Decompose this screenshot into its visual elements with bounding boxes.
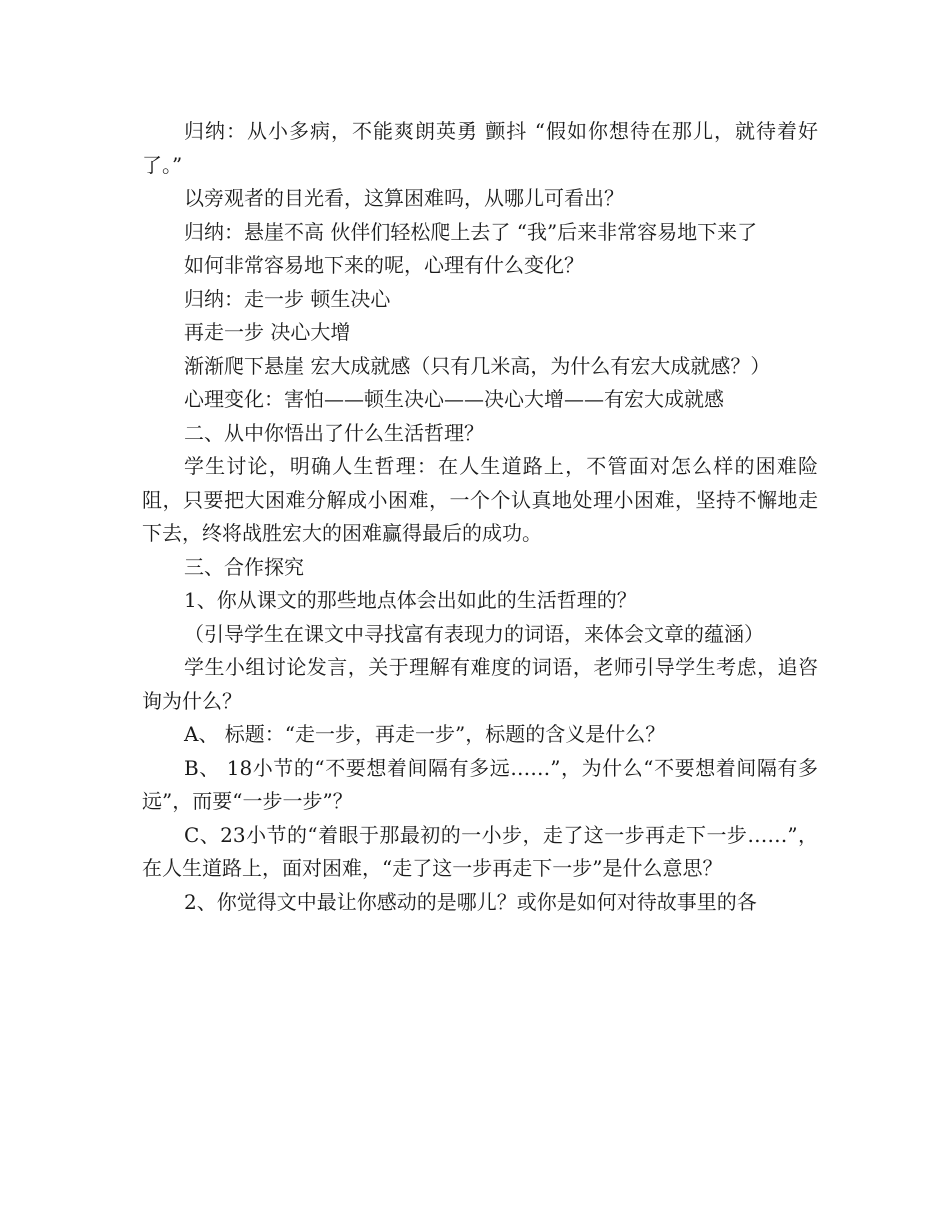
paragraph: 以旁观者的目光看，这算困难吗，从哪儿可看出？ <box>184 186 624 210</box>
paragraph: 如何非常容易地下来的呢，心理有什么变化？ <box>184 253 584 277</box>
paragraph: （引导学生在课文中寻找富有表现力的词语，来体会文章的蕴涵） <box>184 621 764 646</box>
section-heading: 二、从中你悟出了什么生活哲理？ <box>184 420 484 445</box>
paragraph: 归纳：从小多病，不能爽朗英勇 颤抖 “假如你想待在那儿，就待着好了。” <box>142 119 818 177</box>
paragraph: 渐渐爬下悬崖 宏大成就感（只有几米高，为什么有宏大成就感？） <box>184 353 771 378</box>
question-item: 1、你从课文的那些地点体会出如此的生活哲理的？ <box>184 588 637 612</box>
paragraph: 心理变化：害怕——顿生决心——决心大增——有宏大成就感 <box>184 387 724 411</box>
question-item: A、 标题：“走一步，再走一步”，标题的含义是什么？ <box>184 722 666 746</box>
question-item: 2、你觉得文中最让你感动的是哪儿？或你是如何对待故事里的各 <box>184 889 757 914</box>
paragraph: 再走一步 决心大增 <box>184 320 351 344</box>
paragraph: 归纳：走一步 顿生决心 <box>184 286 391 311</box>
question-item: B、 18小节的“不要想着间隔有多远……”，为什么“不要想着间隔有多远”，而要“一步一步”？ <box>142 755 818 813</box>
section-heading: 三、合作探究 <box>184 554 304 579</box>
paragraph: 学生小组讨论发言，关于理解有难度的词语，老师引导学生考虑，追咨询为什么？ <box>142 655 818 713</box>
paragraph: 归纳：悬崖不高 伙伴们轻松爬上去了 “我”后来非常容易地下来了 <box>184 219 758 244</box>
document-body <box>142 115 818 919</box>
paragraph: 学生讨论，明确人生哲理：在人生道路上，不管面对怎么样的困难险阻，只要把大困难分解成小困难，一个个认真地处理小困难，坚持不懈地走下去，终将战胜宏大的困难赢得最后的成功。 <box>142 454 818 545</box>
question-item: C、23小节的“着眼于那最初的一小步，走了这一步再走下一步……”，在人生道路上，面对困难，“走了这一步再走下一步”是什么意思？ <box>142 822 818 880</box>
